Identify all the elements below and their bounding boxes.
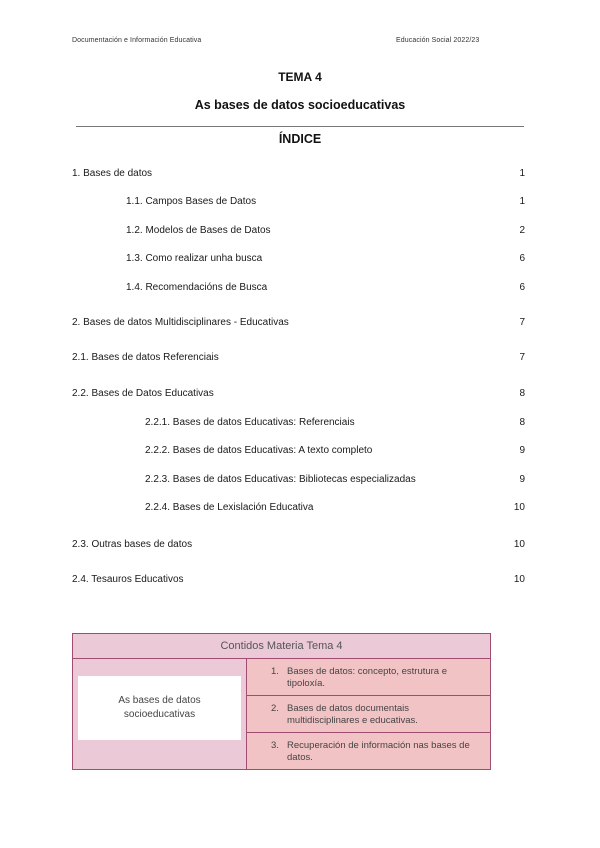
contents-table-topic: As bases de datos socioeducativas <box>78 676 241 740</box>
contents-table <box>72 633 491 770</box>
toc-entry-page: 6 <box>519 253 525 264</box>
toc-entry-page: 10 <box>513 502 525 513</box>
toc-entry-label: 2.4. Tesauros Educativos <box>72 574 184 585</box>
page-header-left: Documentación e Información Educativa <box>72 37 202 44</box>
contents-item-text: Recuperación de información nas bases de datos. <box>287 740 470 763</box>
contents-table-item <box>247 659 490 696</box>
toc-entry-page: 8 <box>519 388 525 399</box>
toc-entry-label: 1.1. Campos Bases de Datos <box>126 196 257 207</box>
toc-entry[interactable] <box>0 445 600 459</box>
toc-entry[interactable] <box>0 282 600 296</box>
toc-entry-label: 2. Bases de datos Multidisciplinares - Educativas <box>72 317 289 328</box>
toc-entry[interactable] <box>0 225 600 239</box>
topic-title: As bases de datos socioeducativas <box>194 98 406 112</box>
toc-entry[interactable] <box>0 388 600 402</box>
toc-entry-label: 1.2. Modelos de Bases de Datos <box>126 225 271 236</box>
title-divider <box>76 126 524 127</box>
toc-entry-label: 2.3. Outras bases de datos <box>72 539 193 550</box>
contents-table-heading: Contidos Materia Tema 4 <box>73 634 490 659</box>
toc-entry-page: 10 <box>513 539 525 550</box>
toc-entry-page: 9 <box>519 474 525 485</box>
contents-item-number: 3. <box>271 740 279 751</box>
page-header-right: Educación Social 2022/23 <box>396 37 480 44</box>
toc-entry-label: 2.2.1. Bases de datos Educativas: Referenciais <box>145 417 355 428</box>
toc-entry-page: 2 <box>519 225 525 236</box>
contents-table-topic-cell <box>73 659 247 769</box>
toc-entry[interactable] <box>0 574 600 588</box>
toc-entry-page: 10 <box>513 574 525 585</box>
toc-entry-page: 6 <box>519 282 525 293</box>
toc-entry-page: 7 <box>519 352 525 363</box>
toc-entry-page: 1 <box>519 196 525 207</box>
contents-item-text: Bases de datos: concepto, estrutura e tipoloxía. <box>287 666 448 689</box>
toc-entry-page: 8 <box>519 417 525 428</box>
toc-entry[interactable] <box>0 253 600 267</box>
toc-entry[interactable] <box>0 317 600 331</box>
contents-table-item <box>247 696 490 733</box>
toc-entry-label: 1.4. Recomendacións de Busca <box>126 282 268 293</box>
contents-item-number: 2. <box>271 703 279 714</box>
toc-entry-page: 1 <box>519 168 525 179</box>
contents-item-number: 1. <box>271 666 279 677</box>
contents-table-item <box>247 733 490 769</box>
toc-entry-label: 2.2. Bases de Datos Educativas <box>72 388 214 399</box>
toc-entry[interactable] <box>0 417 600 431</box>
toc-entry-label: 2.1. Bases de datos Referenciais <box>72 352 219 363</box>
toc-entry[interactable] <box>0 168 600 182</box>
index-heading: ÍNDICE <box>278 132 322 146</box>
toc-entry-page: 9 <box>519 445 525 456</box>
toc-entry-label: 1. Bases de datos <box>72 168 153 179</box>
toc-entry-label: 2.2.3. Bases de datos Educativas: Bibliotecas especializadas <box>145 474 416 485</box>
toc-entry-label: 2.2.2. Bases de datos Educativas: A texto completo <box>145 445 373 456</box>
toc-entry-page: 7 <box>519 317 525 328</box>
toc-entry[interactable] <box>0 352 600 366</box>
toc-entry[interactable] <box>0 196 600 210</box>
toc-entry[interactable] <box>0 502 600 516</box>
toc-entry[interactable] <box>0 539 600 553</box>
toc-entry[interactable] <box>0 474 600 488</box>
contents-item-text: Bases de datos documentais multidisciplinares e educativas. <box>287 703 418 726</box>
tema-title: TEMA 4 <box>278 70 322 84</box>
toc-entry-label: 1.3. Como realizar unha busca <box>126 253 263 264</box>
toc-entry-label: 2.2.4. Bases de Lexislación Educativa <box>145 502 314 513</box>
